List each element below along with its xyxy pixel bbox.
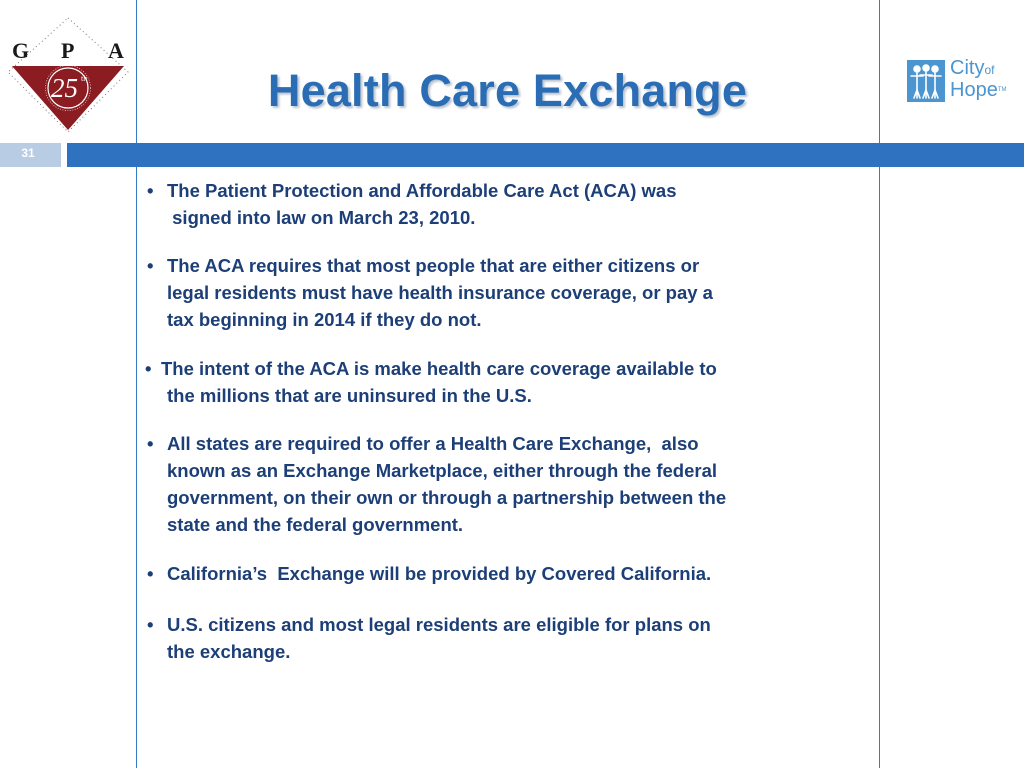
bullet-line: legal residents must have health insurance coverage, or pay a — [167, 282, 713, 303]
bullet-line: California’s Exchange will be provided by Covered California. — [167, 563, 712, 584]
bullet-item — [145, 560, 860, 587]
bullet-line: government, on their own or through a partnership between the — [167, 487, 727, 508]
bullet-list — [145, 177, 860, 665]
bullet-line: All states are required to offer a Health Care Exchange, also — [167, 433, 699, 454]
bullet-item — [145, 355, 860, 409]
right-divider-line — [879, 0, 880, 768]
coh-word-of: of — [984, 63, 995, 77]
gpa-letter-g: G — [12, 38, 30, 63]
bullet-line: The intent of the ACA is make health care coverage available to — [161, 358, 717, 379]
coh-word-city: City — [950, 57, 985, 79]
bullet-item — [145, 430, 860, 538]
bullet-marker: • — [145, 358, 152, 379]
bullet-marker: • — [147, 614, 154, 635]
bullet-marker: • — [147, 433, 154, 454]
slide-title: Health Care Exchange — [267, 65, 748, 116]
gpa-25th-logo — [6, 16, 130, 134]
coh-word-hope: Hope — [950, 79, 998, 101]
bullet-item — [145, 611, 860, 665]
bullet-item — [145, 177, 860, 231]
gpa-anniversary-number: 25 — [51, 73, 78, 103]
bullet-line: The Patient Protection and Affordable Care Act (ACA) was — [167, 180, 677, 201]
bullet-marker: • — [147, 255, 154, 276]
header-band — [0, 143, 1024, 167]
coh-trademark: TM — [997, 87, 1007, 93]
header-band-dark-segment — [67, 143, 1024, 167]
bullet-line: signed into law on March 23, 2010. — [167, 207, 476, 228]
bullet-line: U.S. citizens and most legal residents are eligible for plans on — [167, 614, 711, 635]
bullet-line: state and the federal government. — [167, 514, 464, 535]
bullet-marker: • — [147, 180, 154, 201]
bullet-marker: • — [147, 563, 154, 584]
city-of-hope-wordmark — [950, 58, 1006, 100]
bullet-item — [145, 252, 860, 333]
bullet-line: the millions that are uninsured in the U.S. — [167, 385, 532, 406]
gpa-anniversary-suffix: th — [81, 74, 88, 83]
bullet-line: known as an Exchange Marketplace, either through the federal — [167, 460, 718, 481]
city-of-hope-figures-icon — [907, 60, 945, 102]
gpa-letter-p: P — [61, 38, 75, 63]
bullet-line: the exchange. — [167, 641, 291, 662]
bullet-line: The ACA requires that most people that are either citizens or — [167, 255, 700, 276]
city-of-hope-logo — [907, 58, 1017, 104]
gpa-letter-a: A — [108, 38, 124, 63]
slide-page-number: 31 — [21, 146, 35, 160]
bullet-line: tax beginning in 2014 if they do not. — [167, 309, 482, 330]
